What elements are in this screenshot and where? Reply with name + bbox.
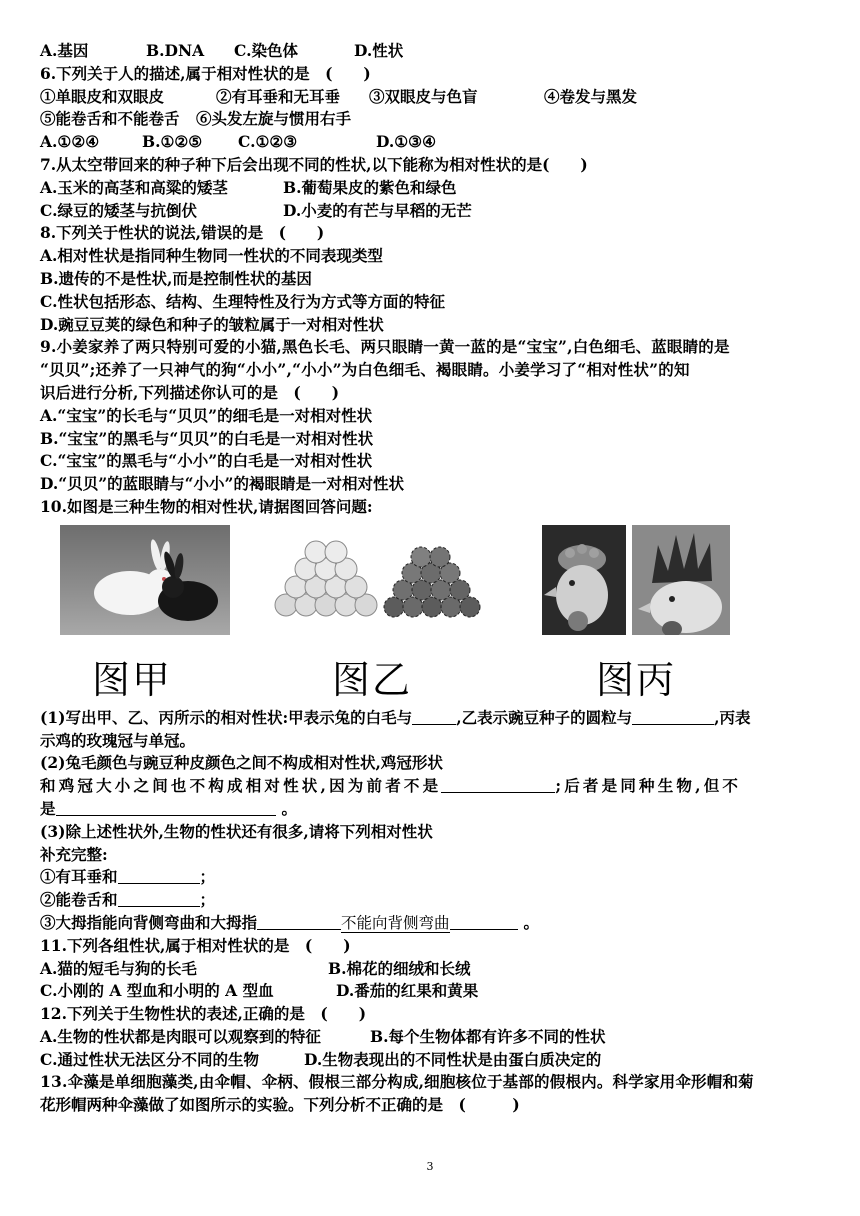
q9-stem-line2: “贝贝”;还养了一只神气的狗“小小”,“小小”为白色细毛、褐眼睛。小姜学习了“相对性状”的知 xyxy=(40,360,690,380)
answer-blank-6[interactable] xyxy=(118,890,200,907)
q10-part1-text-c: ,丙表 xyxy=(714,707,751,727)
q10-part1-line1 xyxy=(40,707,822,730)
q6-stem: 6.下列关于人的描述,属于相对性状的是 ( ) xyxy=(40,63,371,83)
answer-blank-1[interactable] xyxy=(412,708,456,725)
q5-options xyxy=(40,40,822,63)
q7-options-row1 xyxy=(40,177,822,200)
q12-stem: 12.下列关于生物性状的表述,正确的是 ( ) xyxy=(40,1004,367,1024)
q12-option-a: A.生物的性状都是肉眼可以观察到的特征 xyxy=(40,1026,321,1046)
fig-caption-yi: 图乙 xyxy=(332,657,413,702)
answer-blank-7[interactable] xyxy=(257,913,341,930)
fig-caption-bing: 图丙 xyxy=(596,657,677,702)
single-comb-photo xyxy=(632,525,730,635)
answer-blank-3[interactable] xyxy=(441,776,555,793)
q11-option-b: B.棉花的细绒和长绒 xyxy=(328,958,471,978)
q10-part3-line2: 补充完整: xyxy=(40,844,108,864)
q5-option-d: D.性状 xyxy=(354,41,404,60)
q12-options-row2 xyxy=(40,1049,822,1072)
q9-option-d: D.“贝贝”的蓝眼睛与“小小”的褐眼睛是一对相对性状 xyxy=(40,474,404,494)
q6-option-a: A.①②④ xyxy=(40,132,100,152)
q9-option-a: A.“宝宝”的长毛与“贝贝”的细毛是一对相对性状 xyxy=(40,405,373,425)
rose-comb-photo xyxy=(542,525,626,635)
q5-option-c: C.染色体 xyxy=(234,41,298,60)
q6-item-1: ①单眼皮和双眼皮 xyxy=(40,86,165,106)
q7-options-row2 xyxy=(40,200,822,223)
q11-option-d: D.番茄的红果和黄果 xyxy=(336,981,479,1001)
q7-option-d: D.小麦的有芒与早稻的无芒 xyxy=(283,200,472,220)
q9-stem-line3: 识后进行分析,下列描述你认可的是 ( ) xyxy=(40,382,340,402)
q9-option-c: C.“宝宝”的黑毛与“小小”的白毛是一对相对性状 xyxy=(40,451,373,471)
semicolon: ； xyxy=(199,890,216,910)
q10-part2-line3 xyxy=(40,798,822,821)
q5-option-a: A.基因 xyxy=(40,41,89,60)
q10-part2-text-b: 和鸡冠大小之间也不构成相对性状,因为前者不是 xyxy=(40,776,442,796)
answer-blank-4[interactable] xyxy=(56,799,276,816)
q10-part3-item2-text: ②能卷舌和 xyxy=(40,890,118,910)
q10-part1-line2: 示鸡的玫瑰冠与单冠。 xyxy=(40,730,196,750)
page-number: 3 xyxy=(426,1160,434,1173)
q7-option-b: B.葡萄果皮的紫色和绿色 xyxy=(283,177,457,197)
q10-part3-item2 xyxy=(40,889,822,912)
q10-part2-line2 xyxy=(40,775,822,798)
q8-option-a: A.相对性状是指同种生物同一性状的不同表现类型 xyxy=(40,246,383,266)
q10-part3-item3-text: ③大拇指能向背侧弯曲和大拇指 xyxy=(40,912,258,932)
q6-option-c: C.①②③ xyxy=(238,132,298,152)
q6-items-row1 xyxy=(40,86,822,109)
q13-stem-line1: 13.伞藻是单细胞藻类,由伞帽、伞柄、假根三部分构成,细胞核位于基部的假根内。科学家用伞形帽和菊 xyxy=(40,1072,754,1092)
q6-item-5: ⑤能卷舌和不能卷舌 xyxy=(40,109,180,129)
q5-option-b: B.DNA xyxy=(146,41,205,60)
q11-options-row1 xyxy=(40,958,822,981)
q10-figures xyxy=(40,525,822,703)
q10-part2-text-d: 是 xyxy=(40,798,56,818)
q10-part3-item3 xyxy=(40,912,822,935)
worksheet-page xyxy=(40,40,822,1117)
q10-stem: 10.如图是三种生物的相对性状,请据图回答问题: xyxy=(40,496,373,516)
q6-item-4: ④卷发与黑发 xyxy=(544,86,638,106)
q12-option-b: B.每个生物体都有许多不同的性状 xyxy=(370,1026,606,1046)
q8-option-d: D.豌豆豆荚的绿色和种子的皱粒属于一对相对性状 xyxy=(40,314,384,334)
answer-blank-5[interactable] xyxy=(118,867,200,884)
q6-items-row2 xyxy=(40,108,822,131)
q10-part3-line1: (3)除上述性状外,生物的性状还有很多,请将下列相对性状 xyxy=(40,821,433,841)
q10-part2-line1: (2)兔毛颜色与豌豆种皮颜色之间不构成相对性状,鸡冠形状 xyxy=(40,753,443,773)
q7-stem: 7.从太空带回来的种子种下后会出现不同的性状,以下能称为相对性状的是( ) xyxy=(40,154,588,174)
rabbits-photo xyxy=(60,525,230,635)
q6-options xyxy=(40,131,822,154)
answer-blank-7-tail xyxy=(450,913,518,930)
q10-part3-item3-fill: 不能向背侧弯曲 xyxy=(341,913,450,932)
q7-option-c: C.绿豆的矮茎与抗倒伏 xyxy=(40,200,197,220)
q11-option-a: A.猫的短毛与狗的长毛 xyxy=(40,958,197,978)
fig-caption-jia: 图甲 xyxy=(92,657,173,702)
q6-item-6: ⑥头发左旋与惯用右手 xyxy=(196,109,352,129)
q8-option-b: B.遗传的不是性状,而是控制性状的基因 xyxy=(40,268,312,288)
peas-photo xyxy=(270,525,495,635)
q9-stem-line1: 9.小姜家养了两只特别可爱的小猫,黑色长毛、两只眼睛一黄一蓝的是“宝宝”,白色细毛、蓝眼睛的是 xyxy=(40,337,730,357)
q6-item-2: ②有耳垂和无耳垂 xyxy=(216,86,341,106)
q13-stem-line2: 花形帽两种伞藻做了如图所示的实验。下列分析不正确的是 ( ) xyxy=(40,1095,520,1115)
semicolon: ； xyxy=(199,867,216,887)
q11-option-c: C.小刚的 A 型血和小明的 A 型血 xyxy=(40,981,274,1001)
q10-part1-text-a: (1)写出甲、乙、丙所示的相对性状:甲表示兔的白毛与 xyxy=(40,707,413,727)
answer-blank-2[interactable] xyxy=(632,708,714,725)
period: 。 xyxy=(523,912,540,932)
q11-options-row2 xyxy=(40,980,822,1003)
q10-part3-item1 xyxy=(40,866,822,889)
q7-option-a: A.玉米的高茎和高粱的矮茎 xyxy=(40,177,228,197)
q12-option-c: C.通过性状无法区分不同的生物 xyxy=(40,1049,259,1069)
q10-part2-period: 。 xyxy=(281,798,298,818)
q11-stem: 11.下列各组性状,属于相对性状的是 ( ) xyxy=(40,935,351,955)
q9-option-b: B.“宝宝”的黑毛与“贝贝”的白毛是一对相对性状 xyxy=(40,428,374,448)
q6-option-d: D.①③④ xyxy=(376,132,436,152)
q12-option-d: D.生物表现出的不同性状是由蛋白质决定的 xyxy=(304,1049,602,1069)
q8-option-c: C.性状包括形态、结构、生理特性及行为方式等方面的特征 xyxy=(40,291,445,311)
q10-part1-text-b: ,乙表示豌豆种子的圆粒与 xyxy=(456,707,633,727)
q10-part3-item1-text: ①有耳垂和 xyxy=(40,867,118,887)
q10-part2-text-c: ;后者是同种生物,但不 xyxy=(555,776,742,796)
q8-stem: 8.下列关于性状的说法,错误的是 ( ) xyxy=(40,223,325,243)
q6-item-3: ③双眼皮与色盲 xyxy=(369,86,478,106)
q12-options-row1 xyxy=(40,1026,822,1049)
q6-option-b: B.①②⑤ xyxy=(142,132,203,152)
